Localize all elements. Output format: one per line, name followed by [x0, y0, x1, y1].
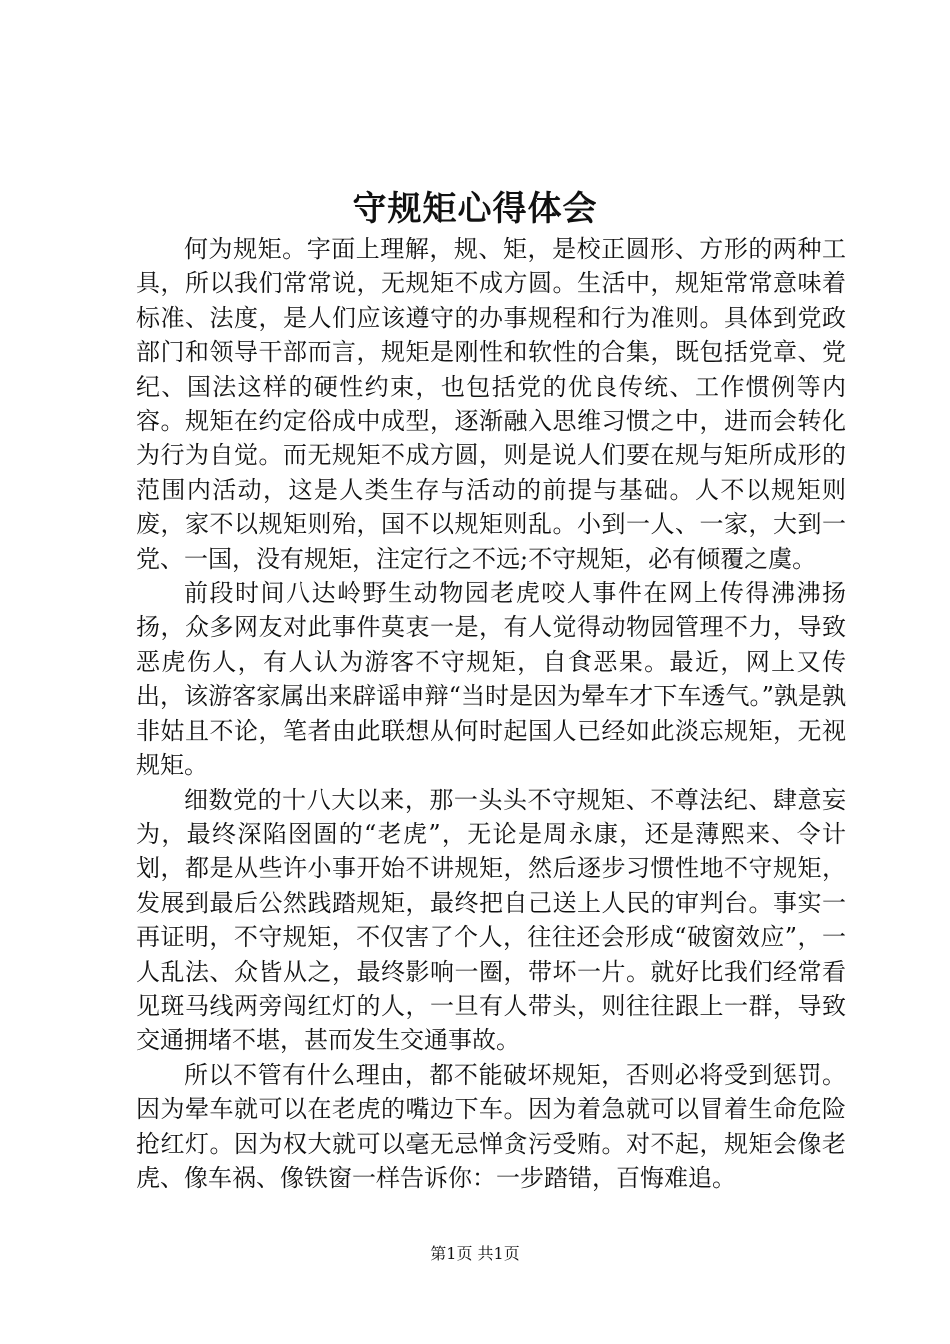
document-title: 守规矩心得体会 [352, 189, 598, 229]
document-body [136, 232, 846, 1195]
paragraph-1: 何为规矩。字面上理解，规、矩，是校正圆形、方形的两种工具，所以我们常常说，无规矩不成方圆。生活中，规矩常常意味着标准、法度，是人们应该遵守的办事规程和行为准则。具体到党政部门和领导干部而言，规矩是刚性和软性的合集，既包括党章、党纪、国法这样的硬性约束，也包括党的优良传统、工作惯例等内容。规矩在约定俗成中成型，逐渐融入思维习惯之中，进而会转化为行为自觉。而无规矩不成方圆，则是说人们要在规与矩所成形的范围内活动，这是人类生存与活动的前提与基础。人不以规矩则废，家不以规矩则殆，国不以规矩则乱。小到一人、一家，大到一党、一国，没有规矩，注定行之不远;不守规矩，必有倾覆之虞。 [136, 235, 846, 573]
paragraph-4: 所以不管有什么理由，都不能破坏规矩，否则必将受到惩罚。因为晕车就可以在老虎的嘴边下车。因为着急就可以冒着生命危险抢红灯。因为权大就可以毫无忌惮贪污受贿。对不起，规矩会像老虎、像车祸、像铁窗一样告诉你：一步踏错，百悔难追。 [136, 1060, 846, 1192]
paragraph-2: 前段时间八达岭野生动物园老虎咬人事件在网上传得沸沸扬扬，众多网友对此事件莫衷一是，有人觉得动物园管理不力，导致恶虎伤人，有人认为游客不守规矩，自食恶果。最近，网上又传出，该游客家属出来辟谣申辩“当时是因为晕车才下车透气。”孰是孰非姑且不论，笔者由此联想从何时起国人已经如此淡忘规矩，无视规矩。 [136, 579, 846, 780]
page-footer: 第1页 共1页 [430, 1244, 520, 1263]
paragraph-3: 细数党的十八大以来，那一头头不守规矩、不尊法纪、肆意妄为，最终深陷囹圄的“老虎”，无论是周永康，还是薄熙来、令计划，都是从些许小事开始不讲规矩，然后逐步习惯性地不守规矩，发展到最后公然践踏规矩，最终把自己送上人民的审判台。事实一再证明，不守规矩，不仅害了个人，往往还会形成“破窗效应”，一人乱法、众皆从之，最终影响一圈，带坏一片。就好比我们经常看见斑马线两旁闯红灯的人，一旦有人带头，则往往跟上一群，导致交通拥堵不堪，甚而发生交通事故。 [136, 785, 846, 1055]
